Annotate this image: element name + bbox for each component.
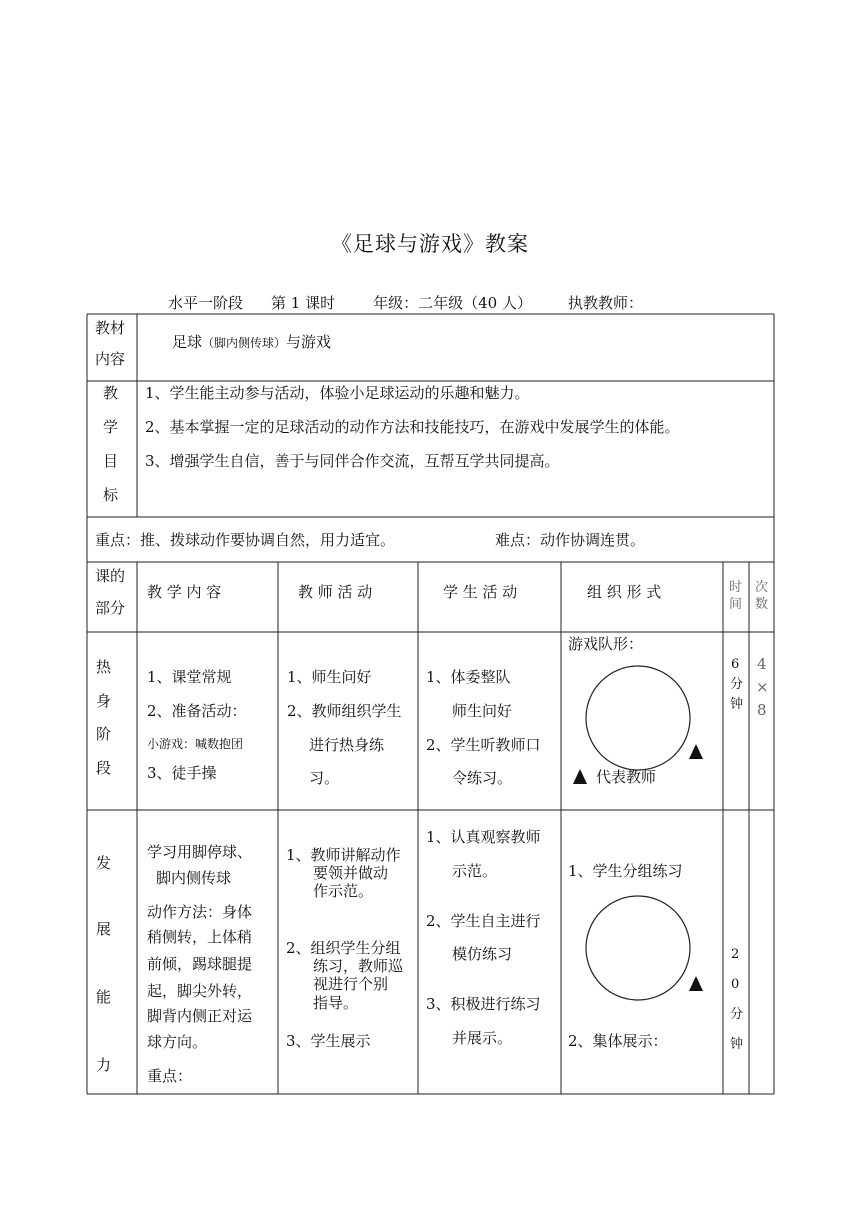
header-content: 教 学 内 容 [147, 583, 222, 601]
warmup-count-1: 4 [757, 655, 767, 673]
develop-student-4: 模仿练习 [452, 945, 513, 963]
develop-student-6: 并展示。 [452, 1029, 513, 1047]
develop-content-4: 稍侧转，上体稍 [147, 928, 253, 946]
develop-student-2: 示范。 [452, 862, 498, 880]
warmup-teacher-1: 1、师生问好 [287, 668, 372, 686]
develop-content-9: 重点： [147, 1067, 193, 1085]
warmup-content-2: 2、准备活动： [147, 702, 247, 720]
develop-teacher-2b: 练习，教师巡 [313, 957, 404, 975]
warmup-teacher-triangle-icon [689, 744, 703, 759]
goals-label-char-1: 教 [103, 384, 119, 402]
header-count-line2: 数 [755, 597, 769, 612]
warmup-content-1: 1、课堂常规 [147, 668, 232, 686]
warmup-part-char-1: 热 [96, 658, 112, 676]
develop-time-1: 2 [731, 947, 740, 962]
header-time-line1: 时 [729, 580, 743, 595]
develop-content-3: 动作方法：身体 [147, 903, 253, 921]
goal-item-2: 2、基本掌握一定的足球活动的动作方法和技能技巧，在游戏中发展学生的体能。 [145, 418, 680, 436]
warmup-teacher-2: 2、教师组织学生 [287, 702, 402, 720]
develop-teacher-1a: 1、教师讲解动作 [286, 846, 401, 864]
develop-student-5: 3、积极进行练习 [426, 995, 541, 1013]
meta-level: 水平一阶段 [168, 294, 244, 312]
develop-content-6: 起，脚尖外转， [147, 982, 253, 1000]
develop-time-3: 分 [730, 1007, 744, 1022]
warmup-part-char-2: 身 [96, 692, 112, 710]
develop-content-1: 学习用脚停球、 [147, 843, 253, 861]
goals-label-char-2: 学 [103, 418, 119, 436]
develop-time-2: 0 [731, 977, 740, 992]
develop-teacher-2d: 指导。 [313, 994, 359, 1012]
header-count-line1: 次 [755, 580, 769, 595]
warmup-time-3: 钟 [730, 697, 744, 712]
meta-teacher: 执教教师： [567, 294, 643, 312]
warmup-student-4: 令练习。 [452, 769, 513, 787]
develop-teacher-triangle-icon [689, 976, 703, 991]
goals-label-char-3: 目 [103, 452, 119, 470]
lesson-meta [168, 292, 643, 313]
warmup-student-1: 1、体委整队 [426, 668, 511, 686]
develop-formation-circle [586, 896, 690, 1000]
goals-label-char-4: 标 [103, 486, 119, 504]
develop-student-3: 2、学生自主进行 [426, 912, 541, 930]
warmup-teacher-4: 习。 [309, 769, 340, 787]
material-label-line1: 教材 [95, 319, 126, 337]
develop-org-1: 1、学生分组练习 [568, 862, 683, 880]
material-content [172, 335, 331, 350]
difficulty-point: 难点：动作协调连贯。 [495, 531, 646, 549]
header-part-line1: 课的 [95, 567, 126, 585]
warmup-student-3: 2、学生听教师口 [426, 736, 541, 754]
goal-item-3: 3、增强学生自信，善于与同伴合作交流，互帮互学共同提高。 [145, 452, 560, 470]
material-label-line2: 内容 [95, 350, 126, 368]
warmup-org-legend: 代表教师 [596, 768, 657, 786]
develop-student-1: 1、认真观察教师 [426, 828, 541, 846]
develop-content-8: 球方向。 [147, 1033, 208, 1051]
header-time-line2: 间 [729, 597, 743, 612]
warmup-count-3: 8 [757, 701, 767, 719]
material-content-paren: （脚内侧传球） [202, 336, 287, 350]
warmup-content-4: 3、徒手操 [147, 764, 217, 782]
develop-part-char-3: 能 [96, 988, 112, 1006]
warmup-part-char-4: 段 [96, 759, 112, 777]
header-teacher: 教 师 活 动 [298, 583, 373, 601]
warmup-time-1: 6 [731, 657, 740, 672]
header-organization: 组 织 形 式 [587, 583, 662, 601]
develop-teacher-3: 3、学生展示 [286, 1032, 371, 1050]
warmup-org-title: 游戏队形： [568, 635, 644, 653]
develop-org-2: 2、集体展示： [568, 1032, 668, 1050]
develop-part-char-4: 力 [96, 1056, 112, 1074]
develop-content-5: 前倾，踢球腿提 [147, 955, 253, 973]
warmup-count-2: × [756, 678, 769, 696]
develop-time-4: 钟 [730, 1037, 744, 1052]
warmup-formation-circle [586, 666, 690, 770]
material-content-tail: 与游戏 [286, 333, 332, 351]
develop-content-2: 脚内侧传球 [156, 869, 232, 887]
key-point: 重点：推、拨球动作要协调自然，用力适宜。 [95, 531, 396, 549]
warmup-time-2: 分 [730, 677, 744, 692]
warmup-teacher-3: 进行热身练 [309, 736, 385, 754]
warmup-content-3: 小游戏：喊数抱团 [147, 737, 244, 751]
develop-part-char-1: 发 [96, 854, 112, 872]
develop-teacher-2a: 2、组织学生分组 [286, 939, 401, 957]
document-title: 《足球与游戏》教案 [331, 232, 529, 256]
develop-teacher-2c: 视进行个别 [313, 975, 389, 993]
develop-part-char-2: 展 [96, 920, 112, 938]
goal-item-1: 1、学生能主动参与活动，体验小足球运动的乐趣和魅力。 [145, 384, 530, 402]
warmup-part-char-3: 阶 [96, 725, 112, 743]
header-student: 学 生 活 动 [443, 583, 518, 601]
develop-teacher-1b: 要领并做动 [313, 864, 389, 882]
develop-content-7: 脚背内侧正对运 [147, 1007, 253, 1025]
develop-teacher-1c: 作示范。 [313, 882, 374, 900]
header-part-line2: 部分 [95, 599, 126, 617]
meta-lesson: 第 1 课时 [271, 294, 336, 312]
warmup-student-2: 师生问好 [452, 702, 513, 720]
material-content-main: 足球 [172, 333, 203, 351]
meta-grade: 年级：二年级（40 人） [373, 294, 532, 312]
legend-teacher-triangle-icon [573, 769, 587, 784]
